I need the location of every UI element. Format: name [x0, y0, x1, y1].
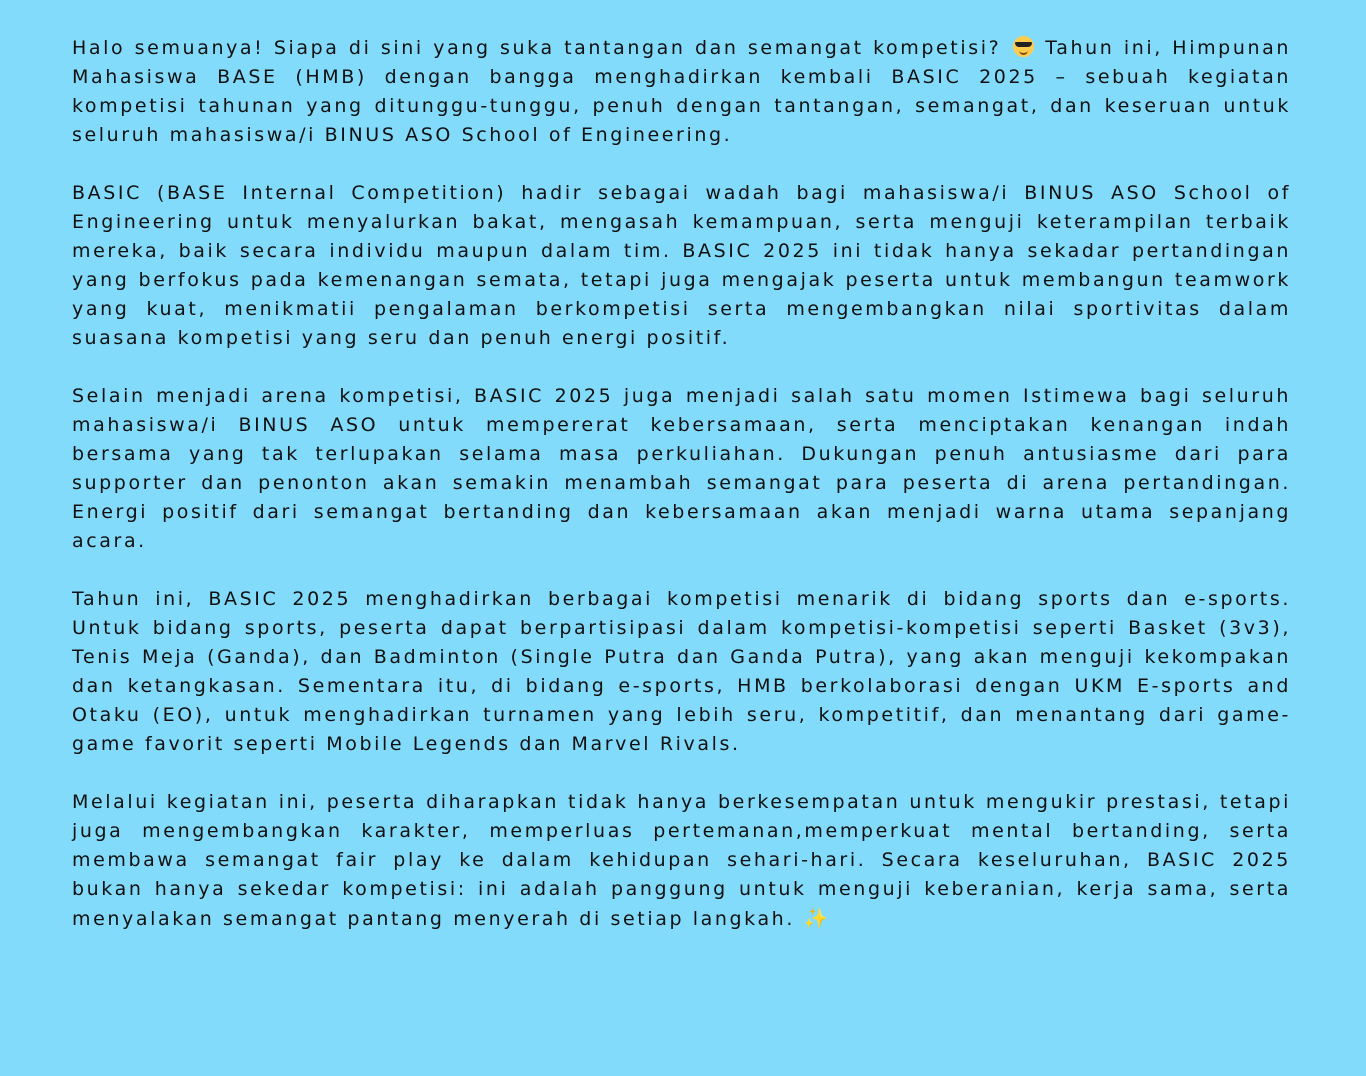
paragraph-intro-text-before: Halo semuanya! Siapa di sini yang suka tantangan dan semangat kompetisi?	[72, 37, 1002, 59]
sparkles-icon: ✨	[803, 906, 829, 930]
paragraph-closing	[72, 788, 1291, 934]
paragraph-togetherness: Selain menjadi arena kompetisi, BASIC 2025 juga menjadi salah satu momen Istimewa bagi seluruh mahasiswa/i BINUS ASO untuk mempererat kebersamaan, serta menciptakan kenangan indah bersama yang tak terlupakan selama masa perkuliahan. Dukungan penuh antusiasme dari para supporter dan penonton akan semakin menambah semangat para peserta di arena pertandingan. Energi positif dari semangat bertanding dan kebersamaan akan menjadi warna utama sepanjang acara.	[72, 385, 1291, 552]
paragraph-about-basic: BASIC (BASE Internal Competition) hadir sebagai wadah bagi mahasiswa/i BINUS ASO School of Engineering untuk menyalurkan bakat, mengasah kemampuan, serta menguji keterampilan terbaik mereka, baik secara individu maupun dalam tim. BASIC 2025 ini tidak hanya sekadar pertandingan yang berfokus pada kemenangan semata, tetapi juga mengajak peserta untuk membangun teamwork yang kuat, menikmatii pengalaman berkompetisi serta mengembangkan nilai sportivitas dalam suasana kompetisi yang seru dan penuh energi positif.	[72, 182, 1291, 349]
smiling-face-with-sunglasses-icon	[1013, 36, 1034, 57]
article-body	[72, 34, 1291, 934]
paragraph-competitions: Tahun ini, BASIC 2025 menghadirkan berbagai kompetisi menarik di bidang sports dan e-sports. Untuk bidang sports, peserta dapat berpartisipasi dalam kompetisi-kompetisi seperti Basket (3v3), Tenis Meja (Ganda), dan Badminton (Single Putra dan Ganda Putra), yang akan menguji kekompakan dan ketangkasan. Sementara itu, di bidang e-sports, HMB berkolaborasi dengan UKM E-sports and Otaku (EO), untuk menghadirkan turnamen yang lebih seru, kompetitif, dan menantang dari game-game favorit seperti Mobile Legends dan Marvel Rivals.	[72, 588, 1291, 755]
paragraph-closing-text: Melalui kegiatan ini, peserta diharapkan tidak hanya berkesempatan untuk mengukir prestasi, tetapi juga mengembangkan karakter, memperluas pertemanan,memperkuat mental bertanding, serta membawa semangat fair play ke dalam kehidupan sehari-hari. Secara keseluruhan, BASIC 2025 bukan hanya sekedar kompetisi: ini adalah panggung untuk menguji keberanian, kerja sama, serta menyalakan semangat pantang menyerah di setiap langkah.	[72, 791, 1291, 930]
paragraph-intro-text-after: Tahun ini, Himpunan Mahasiswa BASE (HMB) dengan bangga menghadirkan kembali BASIC 2025 – sebuah kegiatan kompetisi tahunan yang ditunggu-tunggu, penuh dengan tantangan, semangat, dan keseruan untuk seluruh mahasiswa/i BINUS ASO School of Engineering.	[72, 37, 1292, 146]
paragraph-intro	[72, 34, 1291, 150]
